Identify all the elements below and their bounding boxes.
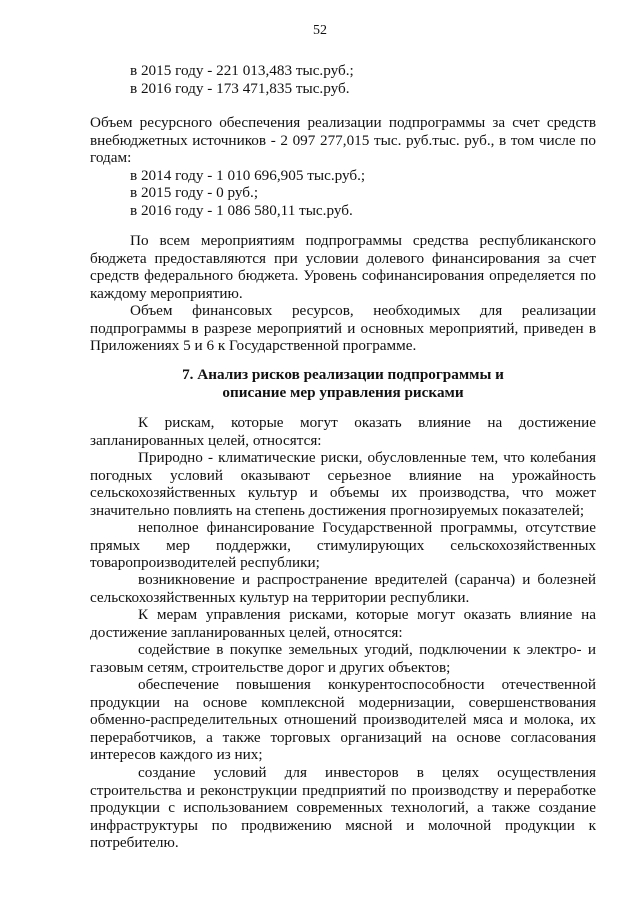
text-line: продукции с использованием современных технологий, а также создание <box>90 799 596 817</box>
text-line: Приложениях 5 и 6 к Государственной программе. <box>90 337 417 355</box>
list-item: в 2016 году - 1 086 580,11 тыс.руб. <box>130 201 353 219</box>
text-line: содействие в покупке земельных угодий, подключении к электро- и <box>138 641 596 658</box>
text-line: значительно повлиять на степень достижения прогнозируемых показателей; <box>90 501 585 519</box>
text-line: газовым сетям, строительстве дорог и других объектов; <box>90 658 451 676</box>
list-item: в 2014 году - 1 010 696,905 тыс.руб.; <box>130 166 366 184</box>
budget-items-top <box>90 62 596 97</box>
text-line: подпрограммы в разрезе мероприятий и основных мероприятий, приведен в <box>90 319 596 337</box>
section-title-line: 7. Анализ рисков реализации подпрограммы и <box>182 366 504 383</box>
text-line: инфраструктуры по продвижению мясной и молочной продукции к <box>90 816 596 834</box>
text-line: К мерам управления рисками, которые могут оказать влияние на <box>138 606 596 623</box>
text-line: строительства и реконструкции предприятий по производству и переработке <box>90 781 596 799</box>
text-line: Объем финансовых ресурсов, необходимых для реализации <box>130 302 596 319</box>
text-line: Природно - климатические риски, обусловленные тем, что колебания <box>138 449 596 466</box>
text-line: внебюджетных источников - 2 097 277,015 тыс. руб.тыс. руб., в том числе по <box>90 131 596 149</box>
paragraph-land-support <box>90 641 596 676</box>
section-title-line: описание мер управления рисками <box>222 383 464 401</box>
text-line: К рискам, которые могут оказать влияние на достижение <box>138 414 596 431</box>
paragraph-financing-risks <box>90 519 596 572</box>
text-line: обеспечение повышения конкурентоспособности отечественной <box>138 676 596 693</box>
list-item: в 2016 году - 173 471,835 тыс.руб. <box>130 79 350 97</box>
text-line: По всем мероприятиям подпрограммы средства республиканского <box>130 232 596 249</box>
paragraph-measures-intro <box>90 606 596 641</box>
text-line: продукции на основе комплексной модернизации, совершенствования <box>90 693 596 711</box>
text-line: обменно-распределительных отношений производителей мяса и молока, их <box>90 711 596 729</box>
text-line: запланированных целей, относятся: <box>90 431 322 449</box>
paragraph-resource-volume <box>90 302 596 355</box>
text-line: неполное финансирование Государственной программы, отсутствие <box>138 519 596 536</box>
text-line: Объем ресурсного обеспечения реализации подпрограммы за счет средств <box>90 114 596 131</box>
text-line: годам: <box>90 149 132 167</box>
text-line: прямых мер поддержки, стимулирующих сельскохозяйственных <box>90 536 596 554</box>
text-line: погодных условий оказывают серьезное влияние на урожайность <box>90 466 596 484</box>
text-line: достижение запланированных целей, относятся: <box>90 623 403 641</box>
paragraph-investors <box>90 764 596 852</box>
page-number: 52 <box>313 23 327 38</box>
list-item: в 2015 году - 0 руб.; <box>130 184 259 202</box>
text-line: бюджета предоставляются при условии долевого финансирования за счет <box>90 249 596 267</box>
section-title <box>90 366 596 401</box>
list-item: в 2015 году - 221 013,483 тыс.руб.; <box>130 62 354 79</box>
text-line: возникновение и распространение вредителей (саранча) и болезней <box>138 571 596 588</box>
text-line: потребителю. <box>90 834 179 852</box>
text-line: переработчиков, а также торговых организаций на основе согласования <box>90 728 596 746</box>
text-line: сельскохозяйственных культур и объемы их производства, что может <box>90 484 596 502</box>
paragraph-republic-budget <box>90 232 596 302</box>
text-line: создание условий для инвесторов в целях осуществления <box>138 764 596 781</box>
text-line: товаропроизводителей республики; <box>90 554 320 572</box>
paragraph-risks-intro <box>90 414 596 449</box>
paragraph-pest-risks <box>90 571 596 606</box>
paragraph-natural-risks <box>90 449 596 519</box>
paragraph-competitiveness <box>90 676 596 764</box>
text-line: сельскохозяйственных культур на территории республики. <box>90 588 470 606</box>
text-line: средств федерального бюджета. Уровень софинансирования определяется по <box>90 267 596 285</box>
text-line: интересов каждого из них; <box>90 746 263 764</box>
text-line: каждому мероприятию. <box>90 284 243 302</box>
paragraph-extrabudget <box>90 114 596 220</box>
